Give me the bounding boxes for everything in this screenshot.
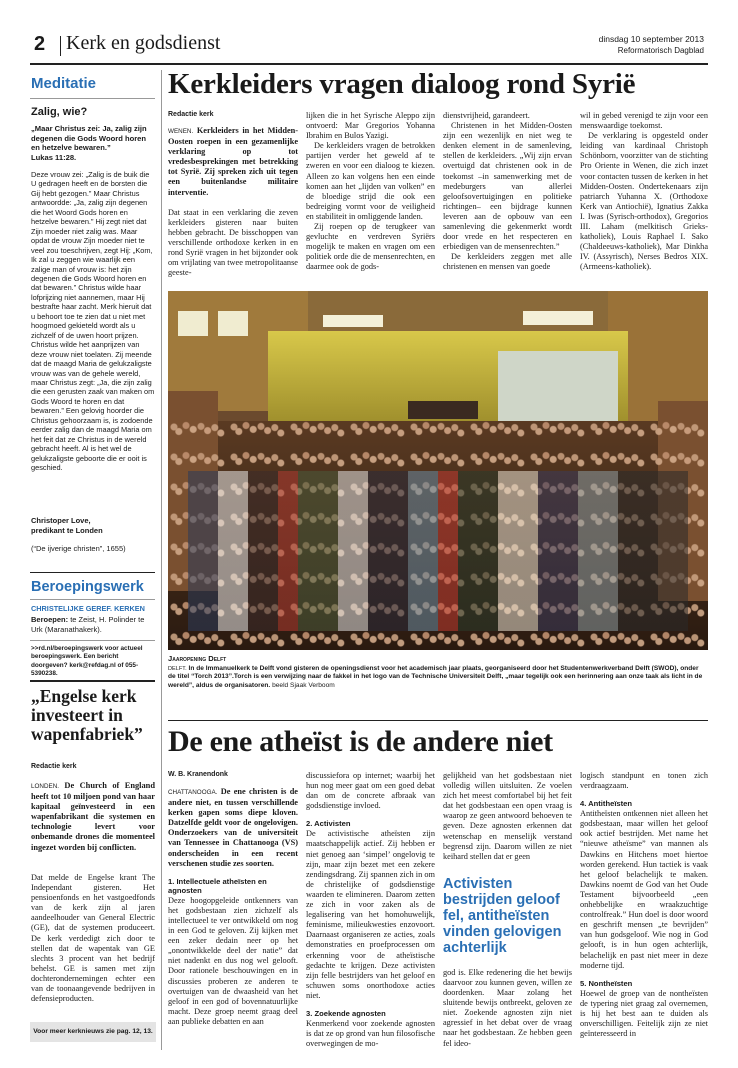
beroepingswerk-rule bbox=[30, 599, 155, 600]
atheist-col2-end: Kenmerkend voor zoekende agnosten is dat ze op grond van hun filosofische overwegingen de mo- bbox=[306, 1018, 435, 1049]
atheist-sub5: 5. Nontheïsten bbox=[580, 978, 633, 988]
engelse-dateline: LONDEN. bbox=[31, 783, 59, 790]
syria-lead: WENEN. Kerkleiders in het Midden-Oosten roepen in een gezamenlijke verklaring op tot vredesbesprekingen met betrekking tot Syrië. Zij spreken zich uit tegen een buitenlandse militaire interventie. bbox=[168, 126, 299, 197]
atheist-col3 bbox=[443, 771, 572, 1049]
meditatie-rule bbox=[30, 98, 155, 99]
syria-col4: wil in gebed verenigd te zijn voor een menswaardige toekomst. De verklaring is opgesteld onder leiding van kardinaal Christoph Schönborn, voorzitter van de stichting Pro Oriente in Wenen, die zich inzet voor contacten tussen de kerken in het Midden-Oosten. Ondertekenaars zijn patriarch Yuhanna X. (Orthodoxe Kerk van Antiochië), Ignatius Zakka I. Iwas (Syrisch-orthodox), Gregorios III. Laham (melkitisch Grieks-katholiek), Louis Raphael I. Sako (Chaldeeuws-katholiek), Mar Dinkha IV. (Assyrisch), Nerses Bedros XIX. (Armeens-katholiek). bbox=[580, 111, 708, 272]
atheist-pullquote: Activisten bestrijden geloof fel, antitheïsten vinden gelovigen achterlijk bbox=[443, 875, 562, 956]
meditatie-quote: „Maar Christus zei: Ja, zalig zijn degenen die Gods Woord horen en hetzelve bewaren.” Lukas 11:28. bbox=[31, 124, 147, 162]
photo-caption-dateline: DELFT. bbox=[168, 665, 187, 672]
atheist-top-rule bbox=[168, 720, 708, 721]
beroepingswerk-label: Beroepingswerk bbox=[31, 579, 144, 595]
beroepingswerk-top-rule bbox=[30, 572, 155, 573]
atheist-sub3: 3. Zoekende agnosten bbox=[306, 1008, 386, 1018]
atheist-col3-top: gelijkheid van het godsbestaan niet volledig willen uitsluiten. Ze voelen zich het meest comfortabel bij het feit dat het godsbestaan een open vraag is waarop ze geen antwoord behoeven te geven. Deze agnosten erkennen dat wetenschap en menselijk verstand begrensd zijn. Daarom willen ze niet keihard stellen dat er geen bbox=[443, 771, 572, 861]
section-title: Kerk en godsdienst bbox=[66, 32, 221, 54]
atheist-col1-body: Deze hoogopgeleide ontkenners van het godsbestaan zien zichzelf als intellectueel te ver ontwikkeld om nog in een God te geloven. Zij kijken met een zeker dedain neer op het „onontwikkelde deel der natie” dat niet nadenkt en dus nog wel gelooft. Door rationele beschouwingen en in discussies proberen ze anderen te overtuigen van de dwaasheid van het geloof in een god of bovennatuurlijke macht. Deze groep neemt graag deel aan publieke debatten en aan bbox=[168, 895, 298, 1026]
meditatie-title: Zalig, wie? bbox=[31, 106, 88, 118]
atheist-col4-end: Hoewel de groep van de nontheïsten de typering niet graag zal overnemen, is hij het best aan te duiden als onverschilligen. Feitelijk zijn ze niet geïnteresseerd in bbox=[580, 988, 708, 1039]
header-rule bbox=[30, 63, 708, 65]
beroepingswerk-kerk: CHRISTELIJKE GEREF. KERKEN bbox=[31, 604, 145, 613]
atheist-col4 bbox=[580, 771, 708, 1039]
beroepingswerk-link[interactable]: >>rd.nl/beroepingswerk voor actueel beroepingswerk. Een bericht doorgeven? kerk@refdag.nl of 055-5390238. bbox=[31, 645, 143, 678]
atheist-sub2: 2. Activisten bbox=[306, 819, 351, 829]
church-crowd-shirts bbox=[188, 471, 688, 631]
syria-col1 bbox=[168, 126, 298, 278]
meditatie-paragraph: Christus wilde het aanprijzen van deze vrouw niet toelaten. Zij meende dat de maagd Maria de gelukzaligste vrouw was van de gehele wereld, maar Christus zegt: „Ja, die zijn zalig die een gerusten zaak van maken om Gods Woord te horen en dat bewaren.” Een gelovig hoorder die Christus gehoorzaam is, is zodoende eerder zalig dan de maagd Maria om het feit dat ze Christus in de wereld gebracht heeft. Al is het wel de gelukzaligste geboorte die er ooit is geschied. bbox=[31, 340, 155, 473]
syria-headline: Kerkleiders vragen dialoog rond Syrië bbox=[168, 68, 636, 100]
syria-col3: dienstvrijheid, garandeert. Christenen in het Midden-Oosten zijn een wezenlijk en niet weg te denken element in de samenleving, stellen de kerkleiders. „Wij zijn ervan overtuigd dat christenen ook in de toekomst –in samenwerking met de medeburgers van allerlei geloofsovertuigingen en politieke richtingen– een bijdrage kunnen leveren aan de opbouw van een samenleving die gekenmerkt wordt door vrede en het respecteren en erbiedigen van de mensenrechten.” De kerkleiders zeggen met alle christenen en mensen van goede bbox=[443, 111, 572, 272]
engelse-body: Dat melde de Engelse krant The Independant gisteren. Het pensioenfonds en het vastgoedfonds van de kerk zijn al jaren aandeelhouder van General Electric (GE), dat de systemen produceert. De kerk verdedigt zich door te stellen dat de wapentak van GE slechts 3 procent van het bedrijf behelst. GE is samen met zijn dochterondernemingen echter een van de toonaangevende bedrijven in defensieproducten. bbox=[31, 873, 155, 1004]
atheist-headline: De ene atheïst is de andere niet bbox=[168, 725, 553, 758]
atheist-col2-top: discussiefora op internet; waarbij het hun nog meer gaat om een goed debat dan om de concrete afbraak van godsdienstige invloed. bbox=[306, 771, 435, 811]
atheist-col2 bbox=[306, 771, 435, 1049]
beroepingswerk-text: Beroepen: te Zeist, H. Polinder te Urk (Maranathakerk). bbox=[31, 615, 145, 634]
syria-byline: Redactie kerk bbox=[168, 111, 214, 118]
atheist-col3-bottom: god is. Elke redenering die het bewijs daarvoor zou kunnen geven, willen ze doordenken. Maar zolang het sluitende bewijs ontbreekt, geloven ze niet. Zoekende agnosten zijn niet agressief in het debat over de vraag naar het godsbestaan. Ze hebben geen fel ideo- bbox=[443, 967, 572, 1048]
left-column-separator bbox=[161, 70, 162, 1050]
engelse-top-rule bbox=[30, 680, 155, 682]
page-number: 2 bbox=[34, 33, 46, 55]
engelse-footer: Voor meer kerknieuws zie pag. 12, 13. bbox=[33, 1028, 153, 1035]
header-date: dinsdag 10 september 2013 bbox=[598, 34, 704, 44]
photo-caption-text: In de Immanuelkerk te Delft vond gisteren de openingsdienst voor het academisch jaar plaats, georganiseerd door het Studentenwerkverband Delft (SWOD), onder de titel “Torch 2013”.Torch is een verwijzing naar de fakkel in het logo van de Technische Universiteit Delft, „maar tegelijk ook een herinnering aan onze taak als licht in de wereld”, aldus de organisatoren. bbox=[168, 664, 703, 689]
atheist-sub4: 4. Antitheïsten bbox=[580, 799, 633, 809]
atheist-dateline: CHATTANOOGA. bbox=[168, 789, 218, 796]
church-photo bbox=[168, 291, 708, 650]
meditatie-paragraph: Deze vrouw zei: „Zalig is de buik die U gedragen heeft en de borsten die Gij hebt gezogen.” Maar Christus antwoordde: „Ja, zalig zijn degenen die het Woord Gods horen en hetzelve bewaren.” Hij zegt niet dat Zijn moeder niet zalig was. Maar opdat de vrouw Zijn moeder niet te veel zou toeschrijven, zegt Hij: „Kom, Ik zal u zeggen wie waarlijk een zalige man of vrouw is: het zijn degenen die Gods Woord horen en dat bewaren.” Christus wilde haar lofprijzing niet aannemen, maar Hij bestrafte haar zacht. Merk hieruit dat u behoort toe te zien dat u niet met hoogmoed gekieteld wordt als u zichzelf of de uwen hoort prijzen. bbox=[31, 170, 153, 340]
meditatie-label: Meditatie bbox=[31, 75, 97, 92]
atheist-col4-body: Antitheïsten ontkennen niet alleen het godsbestaan, maar willen het geloof ook actief bestrijden. Met name het “nieuwe atheïsme” van mannen als Dawkins en Hitchens moet hiertoe worden gerekend. Hun tactiek is vaak het geloof belachelijk te maken. Dawkins noemt de God van het Oude Testament bijvoorbeeld „een onhebbelijke en wraakzuchtige controlfreak.” Hun doel is door woord en geschrift mensen „te bevrijden” van hun godsgeloof. Wie nog in God gelooft, is in hun ogen achterlijk, belachelijk en past niet meer in deze moderne tijd. bbox=[580, 809, 708, 970]
photo-caption-title: Jaaropening Delft bbox=[168, 654, 227, 663]
atheist-lead: CHATTANOOGA. De ene christen is de andere niet, en tussen verschillende kerken gapen soms diepe kloven. Datzelfde geldt voor de ongelovigen. Onderzoekers van de universiteit van Tennessee in Chattanooga (VS) onderscheiden in een recent verschenen studie zes soorten. bbox=[168, 787, 298, 868]
atheist-col4-top: logisch standpunt en tonen zich verdraagzaam. bbox=[580, 771, 708, 791]
atheist-byline: W. B. Kranendonk bbox=[168, 771, 228, 778]
engelse-byline: Redactie kerk bbox=[31, 763, 77, 770]
beroepingswerk-rule-2 bbox=[30, 640, 155, 641]
syria-dateline: WENEN. bbox=[168, 128, 194, 135]
meditatie-source: (“De ijverige christen”, 1655) bbox=[31, 544, 126, 553]
engelse-footer-box bbox=[30, 1022, 156, 1042]
meditatie-body bbox=[31, 170, 155, 473]
engelse-headline: „Engelse kerk investeert in wapenfabriek” bbox=[31, 686, 143, 744]
meditatie-author: Christoper Love, predikant te Londen bbox=[31, 516, 103, 535]
syria-col2: lijken die in het Syrische Aleppo zijn ontvoerd: Mar Gregorios Yohanna Ibrahim en Bulos Yazigi. De kerkleiders vragen de betrokken partijen verder het geweld af te zweren en voor een dialoog te kiezen. Alleen zo kan volgens hen een einde komen aan het „lijden van volken” en de bloedige strijd die ook een bedreiging vormt voor de veiligheid en stabiliteit in omliggende landen. Zij roepen op de terugkeer van gevluchte en verdreven Syriërs mogelijk te maken en vragen om een politiek orde die de mensenrechten, en daarmee ook de gods- bbox=[306, 111, 435, 272]
header-paper: Reformatorisch Dagblad bbox=[617, 46, 704, 55]
engelse-lead: LONDEN. De Church of England heeft tot 10 miljoen pond van haar kapitaal geïnvesteerd in een wapenfabrikant die systemen en technologie levert voor onbemande drones die momenteel ingezet worden bij conflicten. bbox=[31, 781, 155, 852]
header-divider bbox=[60, 36, 61, 56]
atheist-col1 bbox=[168, 787, 298, 1027]
meditatie-quote-ref: Lukas 11:28. bbox=[31, 152, 77, 162]
photo-credit: beeld Sjaak Verboom bbox=[272, 681, 335, 689]
atheist-sub1: 1. Intellectuele atheïsten en agnosten bbox=[168, 876, 267, 895]
syria-col1-text: Dat staat in een verklaring die zeven kerkleiders gisteren naar buiten hebben gebracht. De bisschoppen van verschillende orthodoxe kerken in en rond Syrië vragen in het bijzonder ook om vrijlating van twee metropolitaanse geeste- bbox=[168, 207, 298, 278]
photo-caption bbox=[168, 655, 708, 690]
atheist-col2-body: De activistische atheïsten zijn maatschappelijk actief. Zij hebben er niet genoeg aan ‘simpel’ ongelovig te zijn, maar zijn bezet met een zekere zendingsdrang. Zij spannen zich in om de christelijke of godsdienstige waarden te elimineren. Daarom zetten ze zich in voor zaken als de legalisering van het homohuwelijk, feminisme, milieukwesties enzovoort. Daarnaast organiseren ze acties, zoals demonstraties en proefprocessen om erkenning voor de atheïstische gedachte te krijgen. Deze activisten zijn felle bestrijders van het geloof en schuwen soms onorthodoxe acties niet. bbox=[306, 829, 435, 1000]
